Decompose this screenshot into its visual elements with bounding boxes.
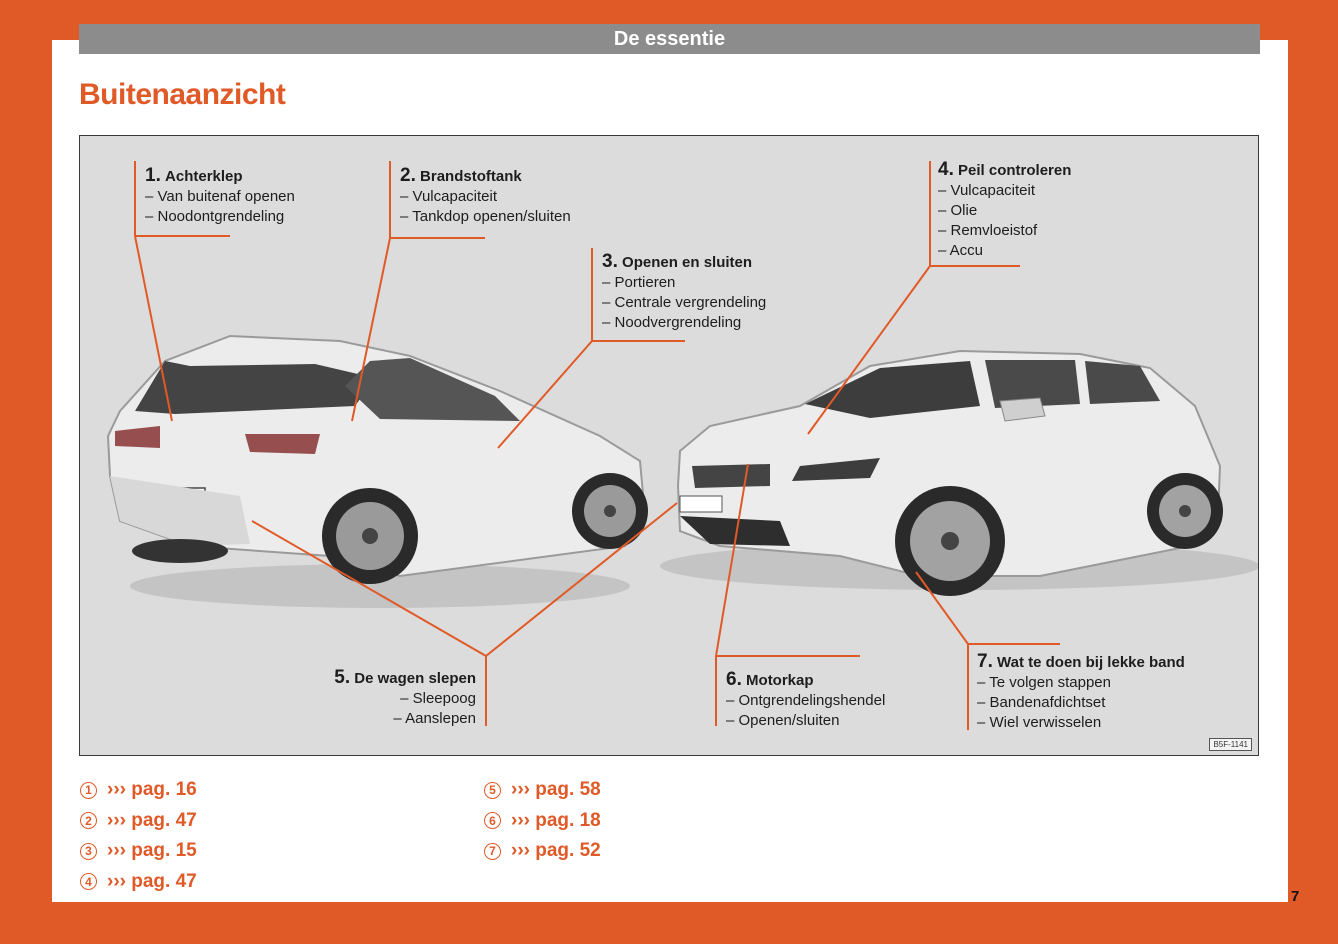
callout-3: 3. Openen en sluiten – Portieren – Centrale vergrendeling – Noodvergrendeling: [602, 251, 767, 331]
figure-code: B5F-1141: [1209, 738, 1252, 751]
page-link[interactable]: ››› pag. 47: [107, 870, 197, 892]
callout-6: 6. Motorkap – Ontgrendelingshendel – Openen/sluiten: [726, 669, 886, 729]
reference-item[interactable]: [80, 867, 197, 898]
page-link[interactable]: ››› pag. 16: [107, 779, 197, 801]
page-link[interactable]: ››› pag. 58: [511, 779, 601, 801]
reference-number: 1: [80, 782, 97, 799]
reference-item[interactable]: [80, 775, 197, 806]
reference-number: 5: [484, 782, 501, 799]
callout-7: 7. Wat te doen bij lekke band – Te volgen stappen – Bandenafdichtset – Wiel verwisselen: [977, 651, 1185, 731]
references-column-right: [484, 775, 601, 867]
reference-number: 2: [80, 812, 97, 829]
callout-4: 4. Peil controleren – Vulcapaciteit – Olie – Remvloeistof – Accu: [938, 159, 1072, 259]
reference-item[interactable]: [80, 806, 197, 837]
callout-2: 2. Brandstoftank – Vulcapaciteit – Tankdop openen/sluiten: [400, 165, 571, 225]
reference-number: 7: [484, 843, 501, 860]
reference-item[interactable]: [80, 836, 197, 867]
reference-item[interactable]: [484, 836, 601, 867]
page-title: Buitenaanzicht: [79, 78, 286, 111]
section-header: De essentie: [79, 24, 1260, 54]
reference-item[interactable]: [484, 775, 601, 806]
page-link[interactable]: ››› pag. 15: [107, 840, 197, 862]
rear-car-icon: [108, 336, 648, 584]
page-link[interactable]: ››› pag. 52: [511, 840, 601, 862]
page-number: 7: [1291, 888, 1300, 905]
page-link[interactable]: ››› pag. 18: [511, 809, 601, 831]
callout-1: 1. Achterklep – Van buitenaf openen – Noodontgrendeling: [145, 165, 295, 225]
exterior-figure: [79, 135, 1259, 756]
callout-5: 5. De wagen slepen – Sleepoog – Aanslepen: [334, 667, 476, 727]
reference-number: 6: [484, 812, 501, 829]
page-link[interactable]: ››› pag. 47: [107, 809, 197, 831]
reference-number: 3: [80, 843, 97, 860]
reference-item[interactable]: [484, 806, 601, 837]
reference-number: 4: [80, 873, 97, 890]
references-column-left: [80, 775, 197, 897]
